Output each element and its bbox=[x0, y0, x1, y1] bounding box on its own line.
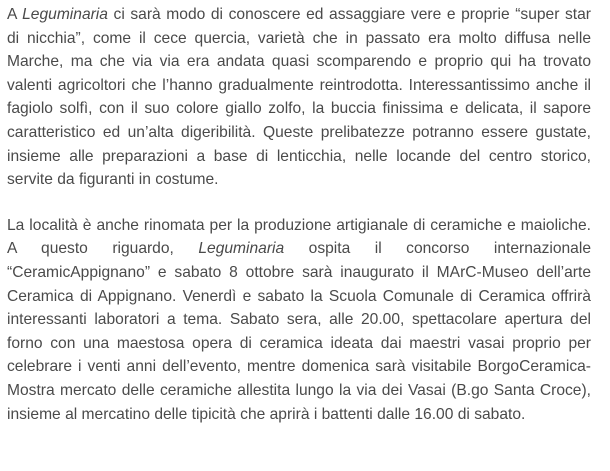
text-segment: ci sarà modo di conoscere ed assaggiare vere e proprie “super star di nicchia”, come il cece quercia, varietà che in passato era molto diffusa nelle Marche, ma che via via era andata quasi scomparendo e proprio qui ha trovato valenti agricoltori che l’hanno gradualmente reintrodotta. Interessantissimo anche il fagiolo solfì, con il suo colore giallo zolfo, la buccia finissima e delicata, il sapore caratteristico ed un’alta digeribilità. Queste prelibatezze potranno essere gustate, insieme alle preparazioni a base di lenticchia, nelle locande del centro storico, servite da figuranti in costume. bbox=[7, 6, 591, 189]
event-name-italic: Leguminaria bbox=[198, 240, 285, 258]
event-name-italic: Leguminaria bbox=[22, 6, 108, 23]
text-segment: A bbox=[7, 6, 23, 23]
paragraph-ceramics bbox=[7, 214, 591, 426]
text-segment: La località è anche rinomata per la produzione artigianale di ceramiche e maioliche. A questo riguardo, bbox=[7, 216, 591, 258]
paragraph-leguminaria-products bbox=[7, 3, 591, 192]
text-segment: ospita il concorso internazionale “CeramicAppignano” e sabato 8 ottobre sarà inaugurato il MArC-Museo dell’arte Ceramica di Appignano. Venerdì e sabato la Scuola Comunale di Ceramica offrirà interessanti laboratori a tema. Sabato sera, alle 20.00, spettacolare apertura del forno con una maestosa opera di ceramica ideata dai maestri vasai proprio per celebrare i venti anni dell’evento, mentre domenica sarà visitabile BorgoCeramica-Mostra mercato delle ceramiche allestita lungo la via dei Vasai (B.go Santa Croce), insieme al mercatino delle tipicità che aprirà i battenti dalle 16.00 di sabato. bbox=[7, 240, 591, 423]
article-body bbox=[7, 0, 591, 426]
